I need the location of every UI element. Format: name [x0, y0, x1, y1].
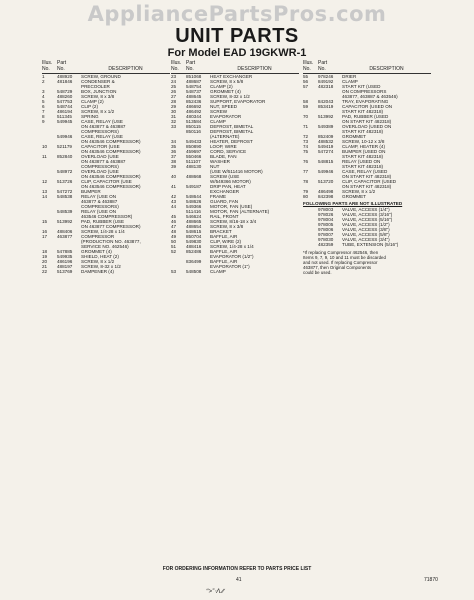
part-description: SCREW, 8-32 x 1/2	[81, 264, 121, 269]
part-row	[42, 134, 170, 144]
part-number: 548508	[186, 269, 202, 274]
part-description: NUT (USE W/511416 MOTOR)	[210, 164, 263, 174]
part-description: EVAPORATOR	[210, 114, 242, 119]
part-number: 482359	[318, 242, 334, 247]
illus-number: 19	[42, 254, 48, 259]
part-description: DRIER	[342, 74, 357, 79]
illus-number: 51	[171, 244, 177, 249]
part-description: BLADE, FAN	[210, 154, 237, 159]
part-description: BAFFLE, AIR EVAPORATOR (1/2")	[210, 249, 254, 259]
part-row	[171, 269, 299, 274]
illus-number: 52	[171, 249, 177, 254]
part-row	[171, 129, 299, 139]
part-description: PAD, RUBBER (USED ON START KIT 482318)	[342, 114, 392, 124]
part-description: VALVE, ACCESS (5/16")	[342, 217, 393, 222]
part-row	[303, 179, 431, 189]
illus-number	[303, 242, 318, 247]
compressor-note: *If replacing Compressor 462546, then Items 9, 7, 9, 10 and 11 must be discarded and not used. If replacing Compressor 463877, then Original Components could be used.	[303, 250, 386, 275]
part-number: 486194	[57, 109, 73, 114]
column-header: Illus. Part No. No. DESCRIPTION	[171, 60, 299, 74]
illus-number: 4	[42, 94, 45, 99]
part-description: SPRING	[81, 114, 99, 119]
part-description: COMPRESSOR (PRODUCTION NO. 463877, SERVICE NO. 462546)	[81, 234, 141, 249]
illus-number: 12	[42, 179, 48, 184]
ordering-footer: FOR ORDERING INFORMATION REFER TO PARTS PRICE LIST	[162, 566, 312, 572]
illus-number	[42, 134, 57, 144]
part-number: 513992	[318, 114, 334, 119]
part-row	[171, 184, 299, 194]
part-description: CLIP (2)	[81, 104, 99, 109]
part-number: 521179	[57, 144, 72, 149]
part-number: 978003	[318, 207, 334, 212]
illus-number: 33	[171, 124, 177, 129]
parts-column-2	[171, 60, 299, 274]
illus-number: 31	[171, 114, 177, 119]
parts-list	[171, 74, 299, 274]
parts-list	[42, 74, 170, 274]
illus-number: 35	[171, 144, 177, 149]
part-description: SCREW, 8 x 1/2	[81, 259, 115, 264]
part-number: 548644	[186, 194, 202, 199]
illus-number: 24	[171, 79, 177, 84]
part-number: 488668	[186, 174, 202, 179]
part-row	[303, 169, 431, 179]
illus-number	[42, 169, 57, 179]
part-description: VALVE, ACCESS (1/4")	[342, 207, 390, 212]
part-row	[303, 124, 431, 134]
part-description: GROMMET (4)	[210, 89, 241, 94]
part-number: 852486	[186, 249, 202, 254]
part-description: SCREW, 8 x 3/8	[210, 224, 244, 229]
illus-number: 6	[42, 104, 45, 109]
document-code: 71870	[424, 577, 438, 583]
part-number: 488260	[57, 94, 73, 99]
part-description: CLIP, CAPACITOR (USED ON START KIT 482318)	[342, 179, 397, 189]
part-number: 549419	[318, 144, 334, 149]
part-number: 548744	[57, 104, 73, 109]
illus-number: 59	[303, 104, 309, 109]
illus-number: 70	[303, 114, 309, 119]
part-description: CASE, RELAY (USE ON 463546 COMPRESSOR)	[81, 134, 141, 144]
illus-number: 1	[42, 74, 45, 79]
part-description: BAFFLE, AIR	[210, 234, 238, 239]
illus-number: 49	[171, 234, 177, 239]
part-number: 486196	[57, 259, 73, 264]
illus-number: 37	[171, 154, 177, 159]
part-description: SHIELD, HEAT (2)	[81, 254, 119, 259]
part-description: SCREW, 8 x 1/2	[342, 189, 376, 194]
part-description: SCREW, GROUND	[81, 74, 121, 79]
part-description: PAD, RUBBER (USE ON 463877 COMPRESSOR)	[81, 219, 141, 229]
part-description: SCREW, 8 x 5/8	[210, 79, 244, 84]
part-row	[42, 179, 170, 189]
part-number: 513992	[57, 219, 73, 224]
illus-number: 56	[303, 79, 309, 84]
parts-list	[303, 74, 431, 199]
part-number: 547753	[57, 99, 73, 104]
part-row	[303, 242, 431, 247]
illus-number: 44	[171, 204, 177, 209]
illus-number: 14	[42, 194, 48, 199]
illus-number: 47	[171, 224, 177, 229]
part-number: 463877	[57, 234, 73, 239]
part-number: 547272	[57, 189, 73, 194]
part-description: CLIP, CAPACITOR (USE ON 463546 COMPRESSOR)	[81, 179, 141, 189]
part-description: HEATER, DEFROST	[210, 139, 253, 144]
illus-number: 21	[42, 264, 48, 269]
part-description: CLAMP (2)	[81, 99, 104, 104]
part-number: 549945	[57, 119, 73, 124]
part-row	[303, 104, 431, 114]
part-number: 488406	[57, 229, 73, 234]
part-description: DEFROST, BIMETAL (ALTERNATE)	[210, 129, 254, 139]
part-number: 480344	[186, 114, 202, 119]
model-subtitle: For Model EAD 19GKWR-1	[167, 47, 307, 59]
illus-number: 30	[171, 109, 177, 114]
illus-number: 8	[42, 114, 45, 119]
part-number: 978026	[318, 212, 334, 217]
part-row	[303, 84, 431, 99]
illus-number: 53	[171, 269, 177, 274]
illus-number: 11	[42, 154, 47, 159]
part-row	[42, 194, 170, 209]
illus-number: 48	[171, 229, 177, 234]
part-number: 513584	[186, 119, 202, 124]
illus-number	[171, 129, 186, 139]
part-row	[171, 259, 299, 269]
part-row	[303, 159, 431, 169]
part-number: 486498	[318, 189, 334, 194]
part-description: OVERLOAD (USE ON 463877 & 463887 COMPRESSORS)	[81, 154, 126, 169]
part-description: SCREW (USE W/549366 MOTOR)	[210, 174, 251, 184]
part-number: 842398	[318, 194, 334, 199]
part-description: CASE, RELAY (USED ON START KIT 482318)	[342, 169, 392, 179]
part-number: 978030	[318, 237, 334, 242]
illus-number: 40	[171, 174, 177, 179]
part-number: 978246	[318, 74, 334, 79]
part-number: 836499	[186, 259, 202, 264]
part-number: 549946	[318, 169, 334, 174]
part-description: GROMMET (4)	[81, 249, 112, 254]
illus-number: 42	[171, 194, 177, 199]
illus-number	[42, 209, 57, 219]
part-number: 511416	[186, 209, 201, 214]
part-row	[303, 114, 431, 124]
part-description: SCREW, 8 x 1/2	[81, 109, 115, 114]
part-description: DRIP PAN, HEAT EXCHANGER	[210, 184, 246, 194]
part-description: GUARD, FAN	[210, 199, 239, 204]
illus-number: 5	[42, 99, 45, 104]
part-number: 853419	[318, 104, 334, 109]
part-row	[42, 209, 170, 219]
illus-number: 78	[303, 179, 309, 184]
column-header: Illus. Part No. No. DESCRIPTION	[42, 60, 170, 74]
illus-number: 50	[171, 239, 177, 244]
part-number: 548626	[186, 199, 202, 204]
illus-number: 34	[171, 139, 177, 144]
illus-number: 39	[171, 164, 177, 169]
part-number: 978007	[318, 232, 334, 237]
part-number: 850890	[186, 144, 202, 149]
part-description: VALVE, ACCESS (3/4")	[342, 237, 390, 242]
part-description: BUMPER (USED ON START KIT 482318)	[342, 149, 386, 159]
illus-number: 41	[171, 184, 177, 189]
page-title: UNIT PARTS	[175, 25, 299, 47]
illus-number: 3	[42, 89, 45, 94]
part-number: 850115	[186, 124, 201, 129]
illus-number: 72	[303, 134, 309, 139]
illus-number: 9	[42, 119, 45, 124]
part-description: VALVE, ACCESS (3/8")	[342, 227, 390, 232]
part-number: 852409	[318, 134, 334, 139]
part-number: 511345	[57, 114, 72, 119]
illus-number: 45	[171, 214, 177, 219]
part-description: SCREW, 8-32 x 1/2	[210, 94, 250, 99]
part-row	[42, 169, 170, 179]
part-number: 549389	[318, 124, 334, 129]
part-number: 549935	[57, 254, 73, 259]
part-description: VALVE, ACCESS (3/16")	[342, 212, 393, 217]
part-row	[303, 149, 431, 159]
illus-number: 57	[303, 84, 309, 89]
part-number: 513769	[57, 269, 73, 274]
parts-list-not-illustrated	[303, 207, 431, 247]
part-description: BOX, JUNCTION	[81, 89, 117, 94]
part-description: CAPACITOR (USE ON 463546 COMPRESSOR)	[81, 144, 141, 154]
illus-number: 79	[303, 189, 309, 194]
parts-column-3	[303, 60, 431, 275]
part-number: 488654	[186, 224, 202, 229]
part-number: 488645	[186, 94, 202, 99]
part-number: 978006	[318, 227, 334, 232]
part-description: RAIL, FRONT	[210, 214, 239, 219]
illus-number: 10	[42, 144, 48, 149]
illus-number: 29	[171, 104, 177, 109]
illus-number: 13	[42, 189, 48, 194]
illus-number: 74	[303, 144, 309, 149]
part-number: 851068	[186, 74, 202, 79]
watermark: AppliancePartsPros.com	[87, 2, 387, 26]
part-number: 549366	[186, 204, 202, 209]
part-row	[171, 174, 299, 184]
part-description: BAFFLE, AIR EVAPORATOR (1")	[210, 259, 250, 269]
illus-number: 27	[171, 94, 177, 99]
part-number: 513720	[318, 179, 334, 184]
illus-number: 76	[303, 159, 309, 164]
part-description: SCREW, 8 x 3/8	[81, 94, 115, 99]
part-row	[42, 269, 170, 274]
part-description: CLAMP	[210, 269, 226, 274]
part-description: VALVE, ACCESS (1/2")	[342, 222, 390, 227]
part-number: 547885	[57, 249, 73, 254]
part-row	[171, 164, 299, 174]
part-number: 548538	[57, 194, 73, 199]
part-description: OVERLOAD (USE ON 463546 COMPRESSOR)	[81, 169, 141, 179]
part-description: BRACKET	[210, 229, 232, 234]
illus-number: 23	[171, 74, 177, 79]
part-description: RELAY (USE ON 463877 & 463887 COMPRESSORS)	[81, 194, 119, 209]
part-number: 852840	[57, 154, 73, 159]
part-description: CLAMP, HEATER (4)	[342, 144, 385, 149]
part-description: BUMPER	[81, 189, 101, 194]
part-description: DEFROST, BIMETAL	[210, 124, 254, 129]
part-description: CASE, RELAY (USE ON 463877 & 463887 COMPRESSORS)	[81, 119, 126, 134]
part-description: SUPPORT, EVAPORATOR	[210, 99, 266, 104]
part-number: 486492	[186, 109, 202, 114]
part-description: SCREW, 1/4-28 x 1/4	[210, 244, 254, 249]
part-number: 550466	[186, 154, 202, 159]
part-row	[171, 249, 299, 259]
not-illustrated-heading: FOLLOWING PARTS ARE NOT ILLUSTRATED	[303, 201, 403, 206]
page-number: 41	[236, 577, 242, 583]
illus-number: 15	[42, 219, 48, 224]
illus-number: 2	[42, 79, 45, 84]
part-number: 978005	[318, 222, 334, 227]
illus-number: 18	[42, 249, 48, 254]
part-description: HEAT EXCHANGER	[210, 74, 253, 79]
part-description: MOTOR, FAN (ALTERNATE)	[210, 209, 270, 214]
part-number: 547274	[318, 149, 334, 154]
illus-number: 28	[171, 99, 177, 104]
part-number: 549830	[186, 239, 202, 244]
part-description: SCREW, 10-12 x 3/8	[342, 139, 385, 144]
part-number: 548539	[57, 209, 73, 214]
part-number: 842043	[318, 99, 334, 104]
part-number: 549946	[57, 134, 73, 139]
part-row	[42, 154, 170, 169]
part-description: SCREW, 1/4-28 x 1/4	[81, 229, 125, 234]
illus-number: 22	[42, 269, 48, 274]
part-row	[42, 119, 170, 134]
parts-column-1	[42, 60, 170, 274]
part-description: TUBE, EXTENSION (5/16")	[342, 242, 399, 247]
illus-number	[171, 259, 186, 269]
part-number: 548754	[186, 84, 202, 89]
illus-number: 58	[303, 99, 309, 104]
illus-number: 80	[303, 194, 309, 199]
illus-number: 20	[42, 259, 48, 264]
illus-number: 16	[42, 229, 48, 234]
illus-number: 46	[171, 219, 177, 224]
part-description: CAPACITOR (USED ON START KIT 482318)	[342, 104, 393, 114]
part-description: WASHER	[210, 159, 230, 164]
part-number: 511107	[186, 159, 201, 164]
part-description: RELAY (USE ON 463546 COMPRESSOR)	[81, 209, 133, 219]
part-description: NUT, SPEED	[210, 104, 238, 109]
illus-number: 32	[171, 119, 177, 124]
part-description: CLAMP	[210, 119, 226, 124]
part-description: SCREW, 8/16-18 x 3/4	[210, 219, 257, 224]
part-description: SCREW	[210, 109, 228, 114]
part-number: 459697	[186, 149, 202, 154]
part-description: CORD, SERVICE	[210, 149, 247, 154]
part-description: START KIT (USED ON COMPRESSORS 463877, 463887 & 463546)	[342, 84, 398, 99]
part-number: 482318	[318, 84, 334, 89]
part-number: 850116	[186, 129, 201, 134]
illus-number: 17	[42, 234, 48, 239]
part-number: 481846	[57, 79, 73, 84]
part-number: 488416	[186, 244, 202, 249]
part-row	[42, 144, 170, 154]
part-number: 849192	[318, 79, 334, 84]
part-description: LOOP, WIRE	[210, 144, 237, 149]
illus-number: 38	[171, 159, 177, 164]
part-description: VALVE, ACCESS (5/8")	[342, 232, 390, 237]
illus-number: 25	[171, 84, 177, 89]
illus-number: 43	[171, 199, 177, 204]
part-description: GROMMET	[342, 194, 366, 199]
illus-number: 7	[42, 109, 45, 114]
part-row	[42, 234, 170, 249]
part-row	[42, 79, 170, 89]
handwritten-mark: ‘‘>’’⋅Λ.∕∕	[206, 589, 224, 595]
part-number: 850704	[186, 234, 202, 239]
part-description: MOTOR, FAN (USE)	[210, 204, 253, 209]
part-description: CONDENSER & PRECOOLER	[81, 79, 115, 89]
illus-number: 26	[171, 89, 177, 94]
part-description: DAMPENER (4)	[81, 269, 114, 274]
part-number: 548737	[186, 89, 202, 94]
part-description: TRAY, EVAPORATING	[342, 99, 389, 104]
part-number: 549433	[186, 139, 202, 144]
part-number: 549187	[186, 184, 202, 189]
part-row	[42, 219, 170, 229]
illus-number: 36	[171, 149, 177, 154]
part-number: 488532	[318, 139, 334, 144]
part-description: CLAMP (2)	[210, 84, 233, 89]
part-number: 488197	[57, 264, 73, 269]
part-number: 486692	[186, 104, 202, 109]
part-description: FRAME	[210, 194, 227, 199]
part-description: CLAMP	[342, 79, 358, 84]
illus-number: 73	[303, 139, 309, 144]
part-description: OVERLOAD (USED ON START KIT 482318)	[342, 124, 392, 134]
part-number: 488920	[57, 74, 73, 79]
illus-number: 77	[303, 169, 309, 174]
part-number: 852436	[186, 99, 202, 104]
part-number: 488687	[186, 79, 202, 84]
part-number: 548729	[57, 89, 73, 94]
part-number: 548815	[318, 159, 334, 164]
part-number: 513726	[57, 179, 73, 184]
part-number: 488130	[186, 164, 202, 169]
illus-number: 71	[303, 124, 309, 129]
part-description: CLIP, WIRE (2)	[210, 239, 242, 244]
part-number: 978004	[318, 217, 334, 222]
part-number: 546624	[186, 214, 202, 219]
part-row	[303, 194, 431, 199]
illus-number: 75	[303, 149, 309, 154]
part-number: 548615	[186, 229, 202, 234]
part-number: 488665	[186, 219, 202, 224]
column-header: Illus. Part No. No. DESCRIPTION	[303, 60, 431, 74]
illus-number: 55	[303, 74, 309, 79]
part-number: 548972	[57, 169, 73, 174]
part-description: GROMMET	[342, 134, 366, 139]
part-description: RELAY (USED ON START KIT 482318)	[342, 159, 384, 169]
